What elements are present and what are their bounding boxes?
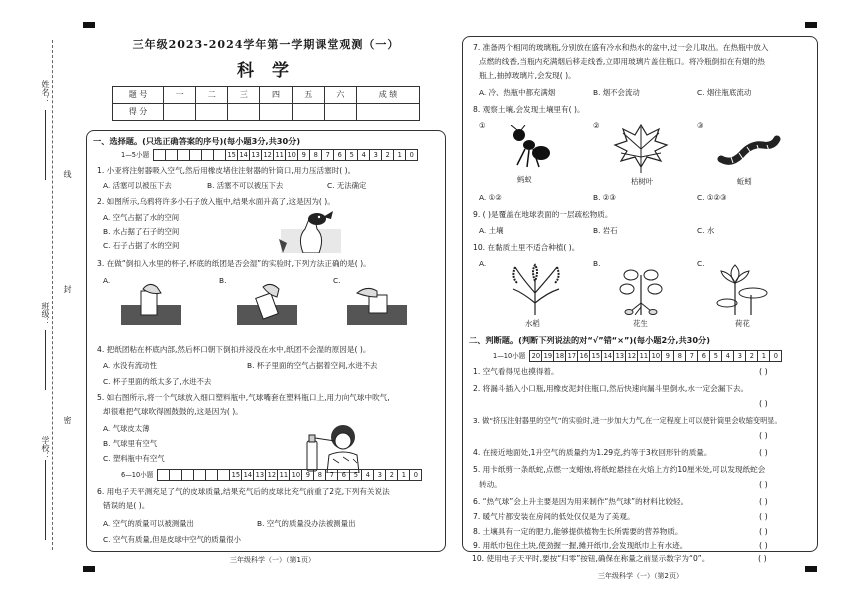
grid-score[interactable]: 0 [410, 469, 422, 481]
school-blank[interactable] [45, 460, 47, 540]
answer-box[interactable] [166, 149, 178, 161]
grid-score[interactable]: 9 [298, 149, 310, 161]
judge-statement-10: 10. 使用电子天平时,要按“归零”按钮,确保在称量之前显示数字为“0”。 [472, 554, 710, 563]
answer-grid-1 [121, 149, 418, 161]
q8-label-2: ② [593, 121, 600, 130]
question-5-line-2: 却很难把气球吹得圆鼓鼓的,这是因为( )。 [103, 407, 243, 416]
grid-score[interactable]: 12 [266, 469, 278, 481]
grid-score[interactable]: 11 [274, 149, 286, 161]
grid-score[interactable]: 12 [262, 149, 274, 161]
dead-leaf-icon [613, 123, 669, 175]
q8-label-3: ③ [697, 121, 704, 130]
judge-answer-6[interactable]: ( ) [759, 497, 768, 506]
grid-score[interactable]: 7 [322, 149, 334, 161]
grid-label: 1—10小题 [493, 351, 526, 360]
answer-box[interactable] [178, 149, 190, 161]
judge-statement-3: 3. 做“挤压注射器里的空气”的实验时,进一步加大力气,在一定程度上可以使针筒里会收缩变明显。 [473, 416, 782, 425]
q3-option-a[interactable]: A. [103, 276, 111, 285]
cup-in-water-c-illustration [347, 281, 407, 325]
question-7-line-2: 点燃的线香,当瓶内充满烟后移走线香,立即用玻璃片盖住瓶口。将冷瓶倒扣在有烟的热 [479, 57, 765, 66]
judge-answer-3[interactable]: ( ) [759, 431, 768, 440]
binding-line-label: 线 [63, 170, 72, 178]
question-6-line-1: 6. 用电子天平测充足了气的皮球质量,结果充气后的皮球比充气前重了2克,下列有关说法 [97, 487, 390, 496]
q2-option-c[interactable]: C. 石子占据了水的空间 [103, 241, 180, 250]
score-cell[interactable] [292, 104, 324, 121]
answer-box[interactable] [157, 469, 170, 481]
judge-statement-9: 9. 用纸巾包住土块,使劲握一握,摊开纸巾,会发现纸巾上有水迹。 [473, 541, 688, 550]
answer-box[interactable] [170, 469, 182, 481]
score-cell[interactable] [260, 104, 292, 121]
question-7-line-3: 瓶上,抽掉玻璃片,会发现( )。 [479, 71, 576, 80]
q7-option-a[interactable]: A. 冷、热瓶中都充满烟 [479, 88, 556, 97]
grid-score[interactable]: 5 [710, 350, 722, 362]
grid-score[interactable]: 5 [346, 149, 358, 161]
question-6-line-2: 错误的是( )。 [103, 501, 150, 510]
right-page [462, 28, 822, 580]
left-page [80, 28, 452, 568]
grid-score[interactable]: 2 [382, 149, 394, 161]
grid-score[interactable]: 11 [638, 350, 650, 362]
q10-caption-peanut: 花生 [633, 319, 648, 328]
q4-option-b[interactable]: B. 杯子里面的空气占据着空间,水进不去 [247, 361, 378, 370]
grid-score[interactable]: 9 [662, 350, 674, 362]
grid-score[interactable]: 15 [230, 469, 242, 481]
score-cell[interactable] [164, 104, 196, 121]
name-label: 姓名： [41, 80, 50, 104]
question-5-line-1: 5. 如右图所示,将一个气球放入细口塑料瓶中,气球嘴套在塑料瓶口上,用力向气球中吹气, [97, 393, 390, 402]
answer-box[interactable] [206, 469, 218, 481]
q8-caption-leaf: 枯树叶 [631, 177, 654, 186]
grid-score[interactable]: 1 [758, 350, 770, 362]
binding-secret-label: 密 [63, 416, 72, 424]
score-header-cell: 题 号 [113, 87, 164, 104]
q8-caption-ant: 蚂蚁 [517, 175, 532, 184]
score-cell[interactable] [228, 104, 260, 121]
grid-score[interactable]: 0 [406, 149, 418, 161]
grid-score[interactable]: 3 [734, 350, 746, 362]
grid-score[interactable]: 19 [542, 350, 554, 362]
score-header-cell: 六 [324, 87, 356, 104]
answer-grid-2 [121, 469, 422, 481]
grid-score[interactable]: 11 [278, 469, 290, 481]
judge-statement-5: 5. 用卡纸剪一条纸蛇,点燃一支蜡烛,将纸蛇悬挂在火焰上方约10厘米处,可以发现纸蛇会 [473, 465, 766, 474]
question-1: 1. 小亚将注射器吸入空气,然后用橡皮堵住注射器的针筒口,用力压活塞时( )。 [97, 166, 356, 175]
grid-score[interactable]: 14 [238, 149, 250, 161]
grid-score[interactable]: 1 [394, 149, 406, 161]
exam-title: 三年级2023-2024学年第一学期课堂观测（一） [132, 38, 400, 51]
q6-option-c[interactable]: C. 空气有质量,但是皮球中空气的质量很小 [103, 535, 241, 544]
section-2-heading: 二、判断题。(判断下列说法的对“√”错“×”)(每小题2分,共30分) [469, 335, 710, 345]
grid-score[interactable]: 15 [590, 350, 602, 362]
cup-in-water-b-illustration [237, 281, 297, 325]
grid-score[interactable]: 10 [290, 469, 302, 481]
q5-option-c[interactable]: C. 塑料瓶中有空气 [103, 454, 165, 463]
grid-score[interactable]: 8 [674, 350, 686, 362]
question-4: 4. 把纸团粘在杯底内部,然后杯口朝下倒扣并浸没在水中,纸团不会湿的原因是( )。 [97, 345, 371, 354]
grid-score[interactable]: 16 [578, 350, 590, 362]
answer-box[interactable] [182, 469, 194, 481]
judge-statement-4: 4. 在接近地面处,1升空气的质量约为1.29克,约等于3枚回形针的质量。 [473, 448, 712, 457]
q10-caption-rice: 水稻 [525, 319, 540, 328]
q8-label-1: ① [479, 121, 486, 130]
binding-strip [14, 40, 72, 550]
grid-score[interactable]: 14 [242, 469, 254, 481]
grid-score[interactable]: 13 [254, 469, 266, 481]
judge-answer-8[interactable]: ( ) [759, 527, 768, 536]
grid-score[interactable]: 10 [650, 350, 662, 362]
q1-option-a[interactable]: A. 活塞可以被压下去 [103, 181, 172, 190]
answer-box[interactable] [214, 149, 226, 161]
peanut-plant-icon [613, 265, 669, 315]
score-table [112, 86, 420, 121]
earthworm-icon [717, 131, 781, 167]
score-header-cell: 四 [260, 87, 292, 104]
judge-answer-1[interactable]: ( ) [759, 367, 768, 376]
grid-score[interactable]: 20 [529, 350, 542, 362]
question-10: 10. 在黏质土里不适合种植( )。 [473, 243, 580, 252]
grid-score[interactable]: 8 [310, 149, 322, 161]
q5-option-b[interactable]: B. 气球里有空气 [103, 439, 158, 448]
grid-score[interactable]: 15 [226, 149, 238, 161]
score-header-cell: 成 绩 [356, 87, 419, 104]
judge-statement-8: 8. 土壤具有一定的肥力,能够提供植物生长所需要的营养物质。 [473, 527, 683, 536]
answer-box[interactable] [153, 149, 166, 161]
judge-answer-5[interactable]: ( ) [759, 480, 768, 489]
grid-score[interactable]: 10 [286, 149, 298, 161]
question-9: 9. ( )是覆盖在地球表面的一层疏松物质。 [473, 210, 613, 219]
grid-score[interactable]: 6 [334, 149, 346, 161]
grid-score[interactable]: 0 [770, 350, 782, 362]
page-footer: 三年级科学（一）（第2页） [598, 572, 683, 580]
name-blank[interactable] [45, 110, 47, 180]
q3-option-c[interactable]: C. [333, 276, 341, 285]
q4-option-a[interactable]: A. 水没有流动性 [103, 361, 157, 370]
binding-dashed-line [52, 40, 53, 550]
q9-option-a[interactable]: A. 土壤 [479, 226, 504, 235]
page-footer: 三年级科学（一）（第1页） [230, 556, 315, 564]
question-3: 3. 在做“倒扣入水里的杯子,杯底的纸团是否会湿”的实验时,下列方法正确的是( )。 [97, 259, 371, 268]
boy-blowing-balloon-illustration [303, 421, 369, 473]
grid-label: 1—5小题 [121, 150, 150, 159]
judge-statement-2: 2. 将漏斗插入小口瓶,用橡皮泥封住瓶口,然后快速向漏斗里倒水,水一定会漏下去。 [473, 384, 749, 393]
grid-score[interactable]: 2 [746, 350, 758, 362]
grid-score[interactable]: 4 [362, 469, 374, 481]
rice-plant-icon [507, 263, 563, 315]
grid-score[interactable]: 3 [374, 469, 386, 481]
lotus-plant-icon [715, 263, 771, 315]
score-cell[interactable] [356, 104, 419, 121]
grid-score[interactable]: 12 [626, 350, 638, 362]
q9-option-b[interactable]: B. 岩石 [593, 226, 618, 235]
judge-statement-7: 7. 暖气片都安装在房间的低处仅仅是为了美观。 [473, 512, 635, 521]
crow-pitcher-illustration [273, 209, 351, 253]
judge-statement-5-cont: 转动。 [479, 480, 502, 489]
judge-answer-2[interactable]: ( ) [759, 399, 768, 408]
grid-score[interactable]: 14 [602, 350, 614, 362]
grid-score[interactable]: 7 [686, 350, 698, 362]
q7-option-b[interactable]: B. 烟不会流动 [593, 88, 640, 97]
grid-score[interactable]: 13 [614, 350, 626, 362]
answer-box[interactable] [218, 469, 230, 481]
answer-box[interactable] [202, 149, 214, 161]
section-heading: 一、选择题。(只选正确答案的序号)(每小题3分,共30分) [93, 136, 301, 146]
q10-option-c[interactable]: C. [697, 259, 705, 268]
score-header-cell: 二 [196, 87, 228, 104]
grid-score[interactable]: 3 [370, 149, 382, 161]
grid-score[interactable]: 8 [314, 469, 326, 481]
judge-statement-6: 6. “热气球”会上升主要是因为用来制作“热气球”的材料比较轻。 [473, 497, 689, 506]
grid-score[interactable]: 2 [386, 469, 398, 481]
grid-score[interactable]: 5 [350, 469, 362, 481]
q10-option-b[interactable]: B. [593, 259, 601, 268]
grid-score[interactable]: 18 [554, 350, 566, 362]
grid-score[interactable]: 6 [698, 350, 710, 362]
binding-seal-label: 封 [63, 285, 72, 293]
q10-option-a[interactable]: A. [479, 259, 487, 268]
grid-score[interactable]: 7 [326, 469, 338, 481]
q1-option-c[interactable]: C. 无法确定 [327, 181, 367, 190]
judge-statement-1: 1. 空气看得见也摸得着。 [473, 367, 559, 376]
judge-answer-9[interactable]: ( ) [759, 541, 768, 550]
question-2: 2. 如图所示,乌鸦将许多小石子放入瓶中,结果水面升高了,这是因为( )。 [97, 197, 335, 206]
cup-in-water-a-illustration [121, 281, 181, 325]
q6-option-a[interactable]: A. 空气的质量可以被测量出 [103, 519, 194, 528]
q8-option-a[interactable]: A. ①② [479, 193, 502, 202]
q3-option-b[interactable]: B. [219, 276, 227, 285]
grid-score[interactable]: 1 [398, 469, 410, 481]
subject-title: 科 学 [237, 61, 295, 81]
class-label: 班级： [41, 302, 50, 326]
score-cell[interactable] [324, 104, 356, 121]
q6-option-b[interactable]: B. 空气的质量没办法被测量出 [257, 519, 356, 528]
grid-label: 6—10小题 [121, 470, 154, 479]
q5-option-a[interactable]: A. 气球皮太薄 [103, 424, 150, 433]
score-cell[interactable] [196, 104, 228, 121]
grid-score[interactable]: 6 [338, 469, 350, 481]
right-content-box [462, 36, 818, 552]
grid-score[interactable]: 4 [358, 149, 370, 161]
score-header-cell: 一 [164, 87, 196, 104]
score-row-label: 得 分 [113, 104, 164, 121]
q2-option-b[interactable]: B. 水占据了石子的空间 [103, 227, 180, 236]
judge-answer-7[interactable]: ( ) [759, 512, 768, 521]
q7-option-c[interactable]: C. 烟往瓶底流动 [697, 88, 752, 97]
q4-option-c[interactable]: C. 杯子里面的纸太多了,水进不去 [103, 377, 212, 386]
q8-option-c[interactable]: C. ①②③ [697, 193, 727, 202]
q8-caption-worm: 蚯蚓 [737, 177, 752, 186]
grid-score[interactable]: 9 [302, 469, 314, 481]
q9-option-c[interactable]: C. 水 [697, 226, 715, 235]
grid-score[interactable]: 17 [566, 350, 578, 362]
q8-option-b[interactable]: B. ②③ [593, 193, 617, 202]
judge-answer-10[interactable]: ( ) [758, 554, 767, 563]
choice-section [86, 130, 446, 552]
q2-option-a[interactable]: A. 空气占据了水的空间 [103, 213, 180, 222]
q10-caption-lotus: 荷花 [735, 319, 750, 328]
question-7-line-1: 7. 准备两个相同的玻璃瓶,分别放在盛有冷水和热水的盆中,过一会儿取出。在热瓶中放入 [473, 43, 769, 52]
q1-option-b[interactable]: B. 活塞不可以被压下去 [207, 181, 284, 190]
grid-score[interactable]: 4 [722, 350, 734, 362]
ant-icon [503, 125, 553, 171]
grid-score[interactable]: 13 [250, 149, 262, 161]
answer-box[interactable] [194, 469, 206, 481]
answer-grid-3 [493, 350, 782, 362]
judge-answer-4[interactable]: ( ) [759, 448, 768, 457]
score-header-cell: 三 [228, 87, 260, 104]
class-blank[interactable] [45, 330, 47, 390]
question-8: 8. 观察土壤,会发现土壤里有( )。 [473, 105, 585, 114]
score-header-cell: 五 [292, 87, 324, 104]
school-label: 学校： [41, 436, 50, 460]
answer-box[interactable] [190, 149, 202, 161]
